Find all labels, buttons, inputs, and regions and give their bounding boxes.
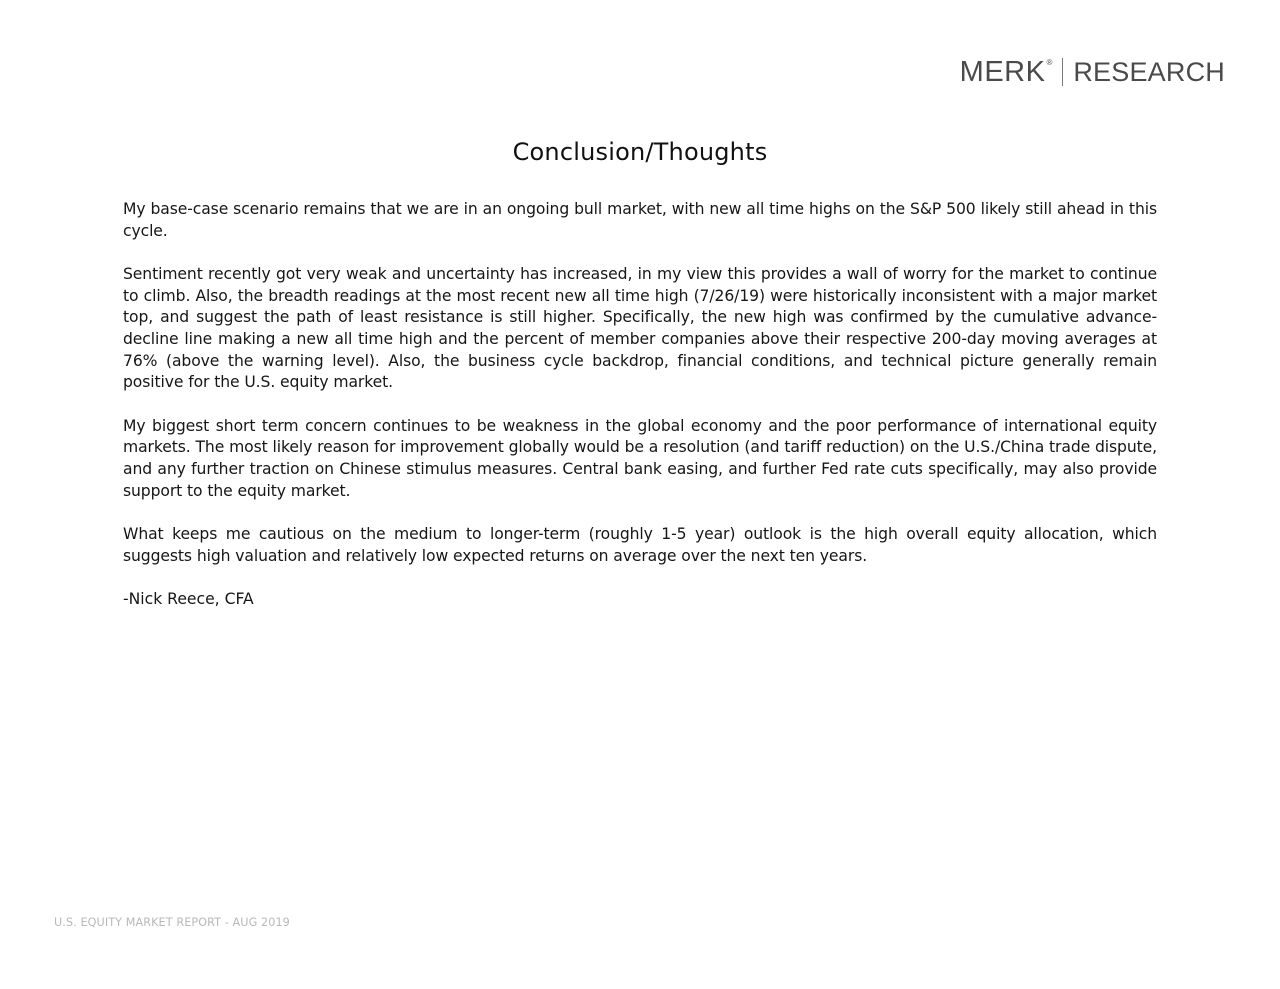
logo-brand: MERK xyxy=(959,56,1046,88)
merk-research-logo xyxy=(960,56,1225,88)
paragraph-short-term-concern: My biggest short term concern continues to be weakness in the global economy and the poor performance of international equity markets. The most likely reason for improvement globally would be a resolution (and tariff reduction) on the U.S./China trade dispute, and any further traction on Chinese stimulus measures. Central bank easing, and further Fed rate cuts specifically, may also provide support to the equity market. xyxy=(123,416,1157,500)
registered-mark: ® xyxy=(1046,57,1053,67)
paragraph-base-case: My base-case scenario remains that we are in an ongoing bull market, with new all time highs on the S&P 500 likely still ahead in this cycle. xyxy=(123,200,1157,240)
author-signature: -Nick Reece, CFA xyxy=(123,590,254,609)
logo-divider xyxy=(1062,58,1063,86)
paragraph-cautious-outlook: What keeps me cautious on the medium to longer-term (roughly 1-5 year) outlook is the high overall equity allocation, which suggests high valuation and relatively low expected returns on average over the next ten years. xyxy=(123,525,1157,565)
paragraph-sentiment: Sentiment recently got very weak and uncertainty has increased, in my view this provides a wall of worry for the market to continue to climb. Also, the breadth readings at the most recent new all time high (7/26/19) were historically inconsistent with a major market top, and suggest the path of least resistance is still higher. Specifically, the new high was confirmed by the cumulative advance-decline line making a new all time high and the percent of member companies above their respective 200-day moving averages at 76% (above the warning level). Also, the business cycle backdrop, financial conditions, and technical picture generally remain positive for the U.S. equity market. xyxy=(123,265,1157,392)
page-title: Conclusion/Thoughts xyxy=(512,138,768,166)
logo-division: RESEARCH xyxy=(1073,57,1225,87)
report-footer: U.S. EQUITY MARKET REPORT - AUG 2019 xyxy=(54,916,290,929)
document-body xyxy=(123,199,1157,611)
